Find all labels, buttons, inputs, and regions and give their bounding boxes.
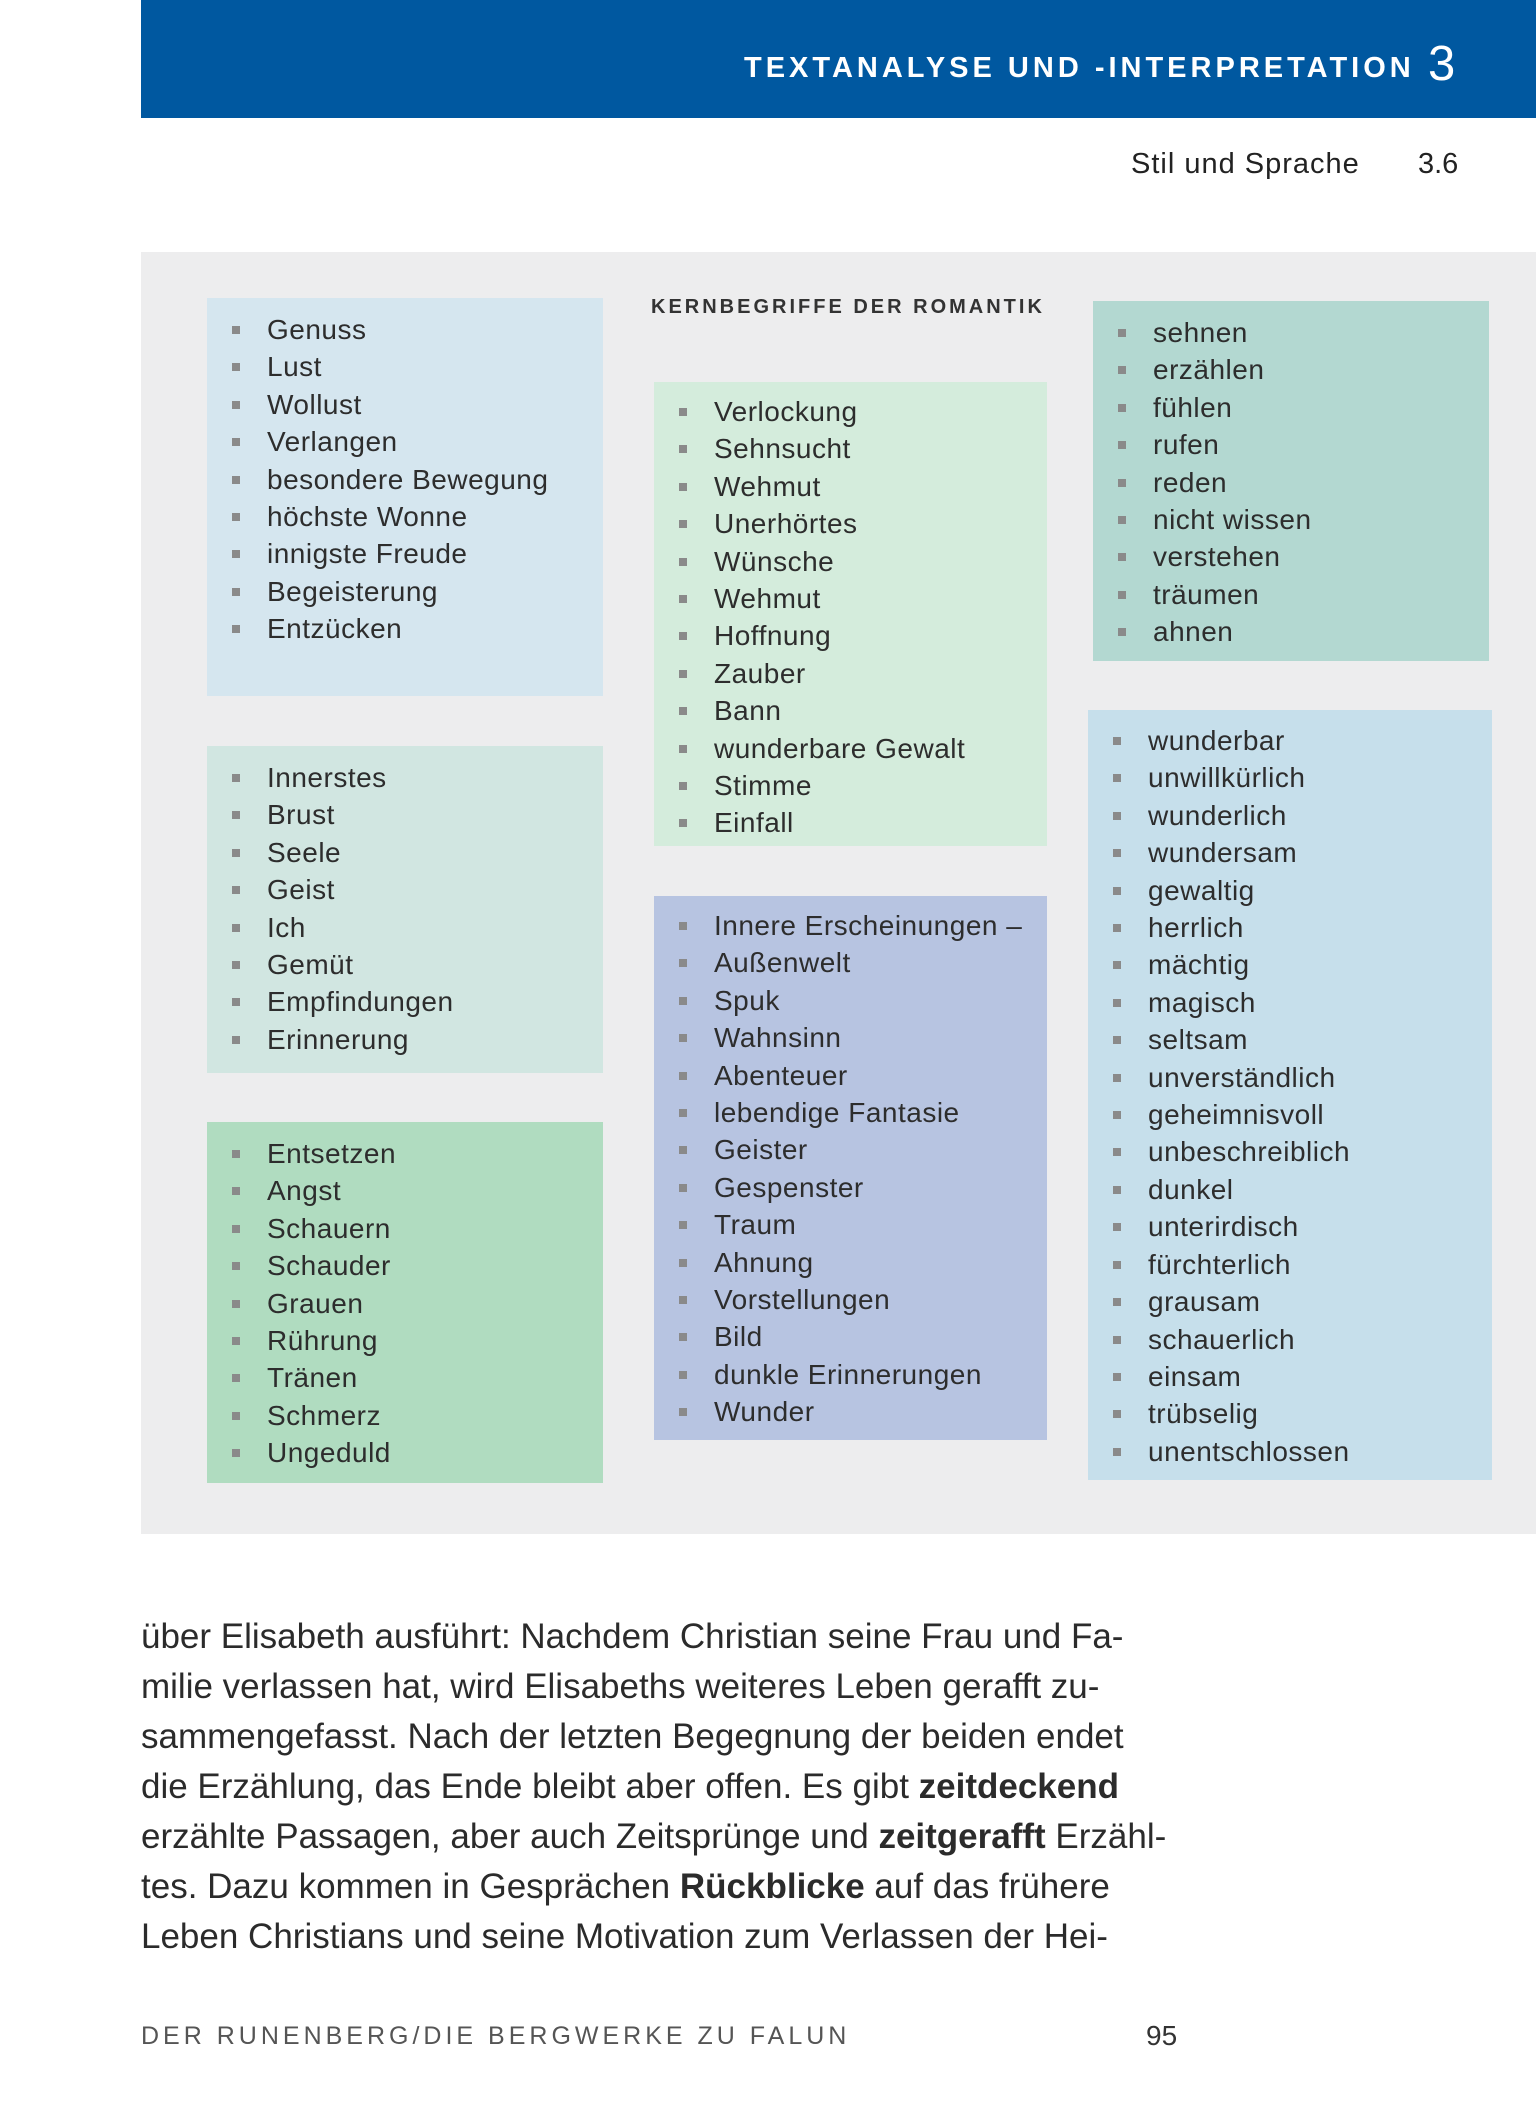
bullet-icon [1113,849,1121,857]
bullet-icon [679,1072,687,1080]
concept-term: Seele [267,836,342,868]
concept-term: Spuk [714,984,780,1016]
section-number: 3.6 [1418,148,1459,180]
concept-term: wunderbare Gewalt [714,732,966,764]
bullet-icon [679,558,687,566]
concept-list-item [1093,389,1489,426]
body-line [141,1612,1181,1662]
concept-list-item [207,498,603,535]
concept-term: wundersam [1148,837,1298,869]
concept-list-item [654,1281,1047,1318]
concept-list-item [207,796,603,833]
concept-list-item [654,907,1047,944]
concept-term: Erinnerung [267,1023,409,1055]
bullet-icon [679,782,687,790]
bullet-icon [1113,1410,1121,1418]
concept-term: unterirdisch [1148,1211,1299,1243]
concept-box-longing [654,382,1047,846]
body-line [141,1762,1181,1812]
concept-list-item [207,348,603,385]
concept-list [654,393,1047,842]
concept-list-item [1088,1059,1492,1096]
concept-term: Schmerz [267,1399,381,1431]
concept-term: mächtig [1148,949,1250,981]
concept-list-item [207,834,603,871]
concept-list-item [654,1393,1047,1430]
concept-list-item [654,1318,1047,1355]
bullet-icon [232,849,240,857]
concept-term: unverständlich [1148,1061,1336,1093]
concept-term: Brust [267,799,335,831]
concept-box-apparitions [654,896,1047,1440]
bullet-icon [1113,1074,1121,1082]
concept-list-item [1088,1246,1492,1283]
concept-list-item [207,1397,603,1434]
concept-term: Tränen [267,1362,358,1394]
concept-box-pleasure [207,298,603,696]
concept-term: träumen [1153,578,1260,610]
concept-list-item [207,311,603,348]
bullet-icon [232,401,240,409]
bullet-icon [232,1337,240,1345]
emphasized-term: zeitdeckend [918,1767,1120,1806]
concept-list-item [654,1057,1047,1094]
concept-list-item [207,1135,603,1172]
concept-list-item [1088,1021,1492,1058]
concept-term: Ich [267,911,306,943]
concept-term: Angst [267,1175,342,1207]
bullet-icon [679,520,687,528]
bullet-icon [1113,1148,1121,1156]
concept-list-item [207,386,603,423]
bullet-icon [679,1371,687,1379]
concept-term: dunkle Erinnerungen [714,1358,982,1390]
body-line [141,1912,1181,1962]
concept-list-item [1088,722,1492,759]
concept-list-item [1093,464,1489,501]
concept-term: sehnen [1153,317,1248,348]
concept-term: Wollust [267,388,362,420]
chapter-number: 3 [1428,37,1456,91]
bullet-icon [679,445,687,453]
concept-list-item [207,871,603,908]
emphasized-term: zeitgerafft [878,1817,1046,1856]
concept-term: besondere Bewegung [267,463,549,495]
footer-book-title: DER RUNENBERG/DIE BERGWERKE ZU FALUN [141,2022,851,2050]
figure-title: KERNBEGRIFFE DER ROMANTIK [651,296,1045,318]
concept-list-item [1088,1358,1492,1395]
concept-term: Rührung [267,1325,378,1357]
concept-term: Gemüt [267,949,354,981]
bullet-icon [1113,812,1121,820]
body-line [141,1862,1181,1912]
concept-list-item [207,610,603,647]
concept-term: gewaltig [1148,874,1255,906]
concept-list-item [654,580,1047,617]
concept-term: Abenteuer [714,1059,848,1091]
concept-list-item [654,655,1047,692]
concept-list-item [207,573,603,610]
concept-term: Begeisterung [267,575,439,607]
concept-box-inner-self [207,746,603,1073]
concept-list-item [654,1244,1047,1281]
body-text-run: tes. Dazu kommen in Gesprächen [141,1867,680,1906]
concept-list-item [1088,909,1492,946]
bullet-icon [232,476,240,484]
bullet-icon [679,1034,687,1042]
concept-list-item [1088,1096,1492,1133]
concept-list-item [654,1094,1047,1131]
body-line [141,1662,1181,1712]
chapter-title: TEXTANALYSE UND -INTERPRETATION [744,52,1415,84]
concept-term: Bild [714,1321,763,1353]
body-line [141,1812,1181,1862]
bullet-icon [232,886,240,894]
bullet-icon [679,1146,687,1154]
bullet-icon [679,997,687,1005]
concept-list-item [654,617,1047,654]
concept-list [207,759,603,1058]
concept-list-item [207,909,603,946]
concept-list-item [654,543,1047,580]
concept-list-item [1088,834,1492,871]
concept-term: nicht wissen [1153,504,1312,536]
bullet-icon [1113,1261,1121,1269]
bullet-icon [232,326,240,334]
bullet-icon [1113,887,1121,895]
concept-list-item [207,1172,603,1209]
concept-term: unbeschreiblich [1148,1136,1351,1168]
concept-term: fühlen [1153,391,1233,423]
concept-list-item [207,1021,603,1058]
concept-term: dunkel [1148,1173,1234,1205]
bullet-icon [232,998,240,1006]
concept-term: Verlangen [267,426,398,458]
body-text-run: die Erzählung, das Ende bleibt aber offen. Es gibt [141,1767,919,1806]
concept-term: Schauern [267,1212,391,1244]
concept-list [654,907,1047,1431]
concept-list-item [207,535,603,572]
body-paragraph [141,1612,1181,1962]
bullet-icon [232,363,240,371]
concept-list-item [1093,314,1489,351]
bullet-icon [679,1184,687,1192]
concept-list-item [1088,1321,1492,1358]
bullet-icon [1118,516,1126,524]
concept-box-verbs [1093,301,1489,661]
bullet-icon [232,961,240,969]
concept-list [1093,314,1489,651]
bullet-icon [679,1109,687,1117]
bullet-icon [679,1221,687,1229]
concept-term: Einfall [714,807,794,839]
concept-list-item [207,461,603,498]
concept-term: Grauen [267,1287,364,1319]
bullet-icon [232,1225,240,1233]
concept-term: lebendige Fantasie [714,1097,960,1129]
body-text-run: milie verlassen hat, wird Elisabeths weiteres Leben gerafft zu- [141,1667,1100,1706]
concept-term: höchste Wonne [267,501,468,533]
concept-term: Wunder [714,1396,815,1428]
bullet-icon [679,745,687,753]
section-title: Stil und Sprache [1131,148,1360,180]
concept-box-adjectives [1088,710,1492,1480]
concept-list-item [207,1210,603,1247]
concept-list [1088,722,1492,1470]
concept-list-item [1093,613,1489,650]
concept-term: seltsam [1148,1024,1248,1056]
bullet-icon [679,1259,687,1267]
bullet-icon [1118,366,1126,374]
concept-list-item [1093,538,1489,575]
concept-term: wunderbar [1148,725,1285,756]
concept-list-item [207,423,603,460]
concept-list-item [207,1322,603,1359]
concept-term: innigste Freude [267,538,468,570]
concept-list-item [654,393,1047,430]
concept-term: Wehmut [714,470,821,502]
concept-list-item [1088,1171,1492,1208]
concept-list-item [1088,946,1492,983]
concept-term: Hoffnung [714,620,832,652]
concept-term: verstehen [1153,541,1281,573]
concept-term: einsam [1148,1360,1242,1392]
concept-list-item [654,1169,1047,1206]
bullet-icon [232,588,240,596]
body-text-run: auf das frühere [864,1867,1110,1906]
bullet-icon [1113,774,1121,782]
bullet-icon [232,1412,240,1420]
concept-term: Wahnsinn [714,1022,842,1054]
concept-term: Schauder [267,1250,391,1282]
concept-list-item [207,1285,603,1322]
bullet-icon [1113,1223,1121,1231]
concept-term: fürchterlich [1148,1248,1291,1280]
bullet-icon [679,922,687,930]
concept-term: Geister [714,1134,808,1166]
bullet-icon [1113,1111,1121,1119]
concept-list-item [654,692,1047,729]
concept-list-item [654,944,1047,981]
bullet-icon [679,1296,687,1304]
concept-term: erzählen [1153,354,1265,386]
concept-term: wunderlich [1148,799,1287,831]
concept-list-item [1088,1208,1492,1245]
bullet-icon [1118,591,1126,599]
concept-list-item [1093,351,1489,388]
concept-term: unentschlossen [1148,1435,1350,1467]
concept-term: magisch [1148,986,1256,1018]
bullet-icon [679,632,687,640]
emphasized-term: Rückblicke [679,1867,865,1906]
concept-term: Lust [267,351,322,383]
concept-list [207,311,603,648]
bullet-icon [232,438,240,446]
concept-list-item [1088,1433,1492,1470]
concept-term: ahnen [1153,616,1234,648]
concept-list-item [654,1131,1047,1168]
concept-list-item [654,430,1047,467]
concept-term: Ungeduld [267,1437,391,1469]
body-text-run: sammengefasst. Nach der letzten Begegnung der beiden endet [141,1717,1124,1756]
concept-list-item [1088,797,1492,834]
bullet-icon [232,1187,240,1195]
concept-list-item [654,730,1047,767]
bullet-icon [1113,999,1121,1007]
bullet-icon [232,811,240,819]
bullet-icon [232,513,240,521]
bullet-icon [1113,1448,1121,1456]
concept-term: Wünsche [714,545,835,577]
bullet-icon [679,959,687,967]
concept-term: reden [1153,466,1228,498]
bullet-icon [232,1036,240,1044]
page-number: 95 [1146,2020,1178,2051]
bullet-icon [232,1262,240,1270]
concept-box-fear [207,1122,603,1483]
bullet-icon [679,483,687,491]
concept-term: Innere Erscheinungen – [714,910,1023,941]
concept-list-item [654,1019,1047,1056]
concept-list-item [654,767,1047,804]
concept-term: Geist [267,874,335,906]
concept-term: Außenwelt [714,947,851,979]
concept-term: geheimnisvoll [1148,1099,1325,1131]
bullet-icon [679,819,687,827]
concept-term: Genuss [267,314,367,345]
concept-list-item [1093,501,1489,538]
concept-term: trübselig [1148,1398,1259,1430]
bullet-icon [1118,404,1126,412]
concept-list-item [654,982,1047,1019]
concept-term: Sehnsucht [714,433,851,465]
concept-list-item [1088,872,1492,909]
concept-list-item [1088,984,1492,1021]
concept-term: Zauber [714,657,806,689]
bullet-icon [232,924,240,932]
bullet-icon [1118,553,1126,561]
bullet-icon [232,1374,240,1382]
concept-term: Stimme [714,770,812,802]
concept-term: herrlich [1148,912,1244,944]
bullet-icon [679,707,687,715]
concept-term: Entsetzen [267,1138,397,1169]
concept-term: Wehmut [714,583,821,615]
concept-term: Gespenster [714,1171,864,1203]
bullet-icon [1118,479,1126,487]
bullet-icon [679,408,687,416]
body-text-run: über Elisabeth ausführt: Nachdem Christian seine Frau und Fa- [141,1617,1124,1656]
bullet-icon [232,1449,240,1457]
concept-term: Ahnung [714,1246,814,1278]
bullet-icon [1113,1336,1121,1344]
concept-list-item [207,946,603,983]
bullet-icon [679,1408,687,1416]
concept-list-item [654,505,1047,542]
bullet-icon [1118,628,1126,636]
concept-list-item [654,804,1047,841]
bullet-icon [232,625,240,633]
bullet-icon [679,670,687,678]
bullet-icon [679,1333,687,1341]
concept-list [207,1135,603,1472]
concept-list-item [207,1434,603,1471]
concept-list-item [1088,1133,1492,1170]
concept-list-item [654,1206,1047,1243]
bullet-icon [232,1150,240,1158]
bullet-icon [1113,924,1121,932]
concept-term: Unerhörtes [714,508,858,540]
concept-term: Bann [714,695,782,727]
body-text-run: erzählte Passagen, aber auch Zeitsprünge und [141,1817,879,1856]
concept-term: schauerlich [1148,1323,1296,1355]
concept-term: Verlockung [714,396,858,427]
bullet-icon [1113,1298,1121,1306]
concept-term: Innerstes [267,762,387,793]
bullet-icon [232,550,240,558]
concept-list-item [1093,576,1489,613]
bullet-icon [232,1300,240,1308]
concept-term: grausam [1148,1286,1261,1318]
body-line [141,1712,1181,1762]
bullet-icon [1113,737,1121,745]
body-text-run: Erzähl- [1045,1817,1167,1856]
bullet-icon [1113,1373,1121,1381]
concept-list-item [654,1356,1047,1393]
concept-term: Entzücken [267,613,403,645]
concept-list-item [654,468,1047,505]
body-text-run: Leben Christians und seine Motivation zum Verlassen der Hei- [141,1917,1108,1956]
concept-list-item [1088,1395,1492,1432]
bullet-icon [1118,329,1126,337]
concept-term: Empfindungen [267,986,454,1018]
bullet-icon [679,595,687,603]
bullet-icon [1113,1186,1121,1194]
bullet-icon [232,774,240,782]
bullet-icon [1118,441,1126,449]
concept-list-item [207,983,603,1020]
bullet-icon [1113,961,1121,969]
concept-term: unwillkürlich [1148,762,1306,794]
bullet-icon [1113,1036,1121,1044]
concept-list-item [1093,426,1489,463]
concept-list-item [207,1359,603,1396]
concept-list-item [1088,759,1492,796]
concept-term: Vorstellungen [714,1284,891,1316]
concept-list-item [207,1247,603,1284]
concept-list-item [207,759,603,796]
concept-term: rufen [1153,429,1220,461]
concept-term: Traum [714,1209,797,1241]
concept-list-item [1088,1283,1492,1320]
